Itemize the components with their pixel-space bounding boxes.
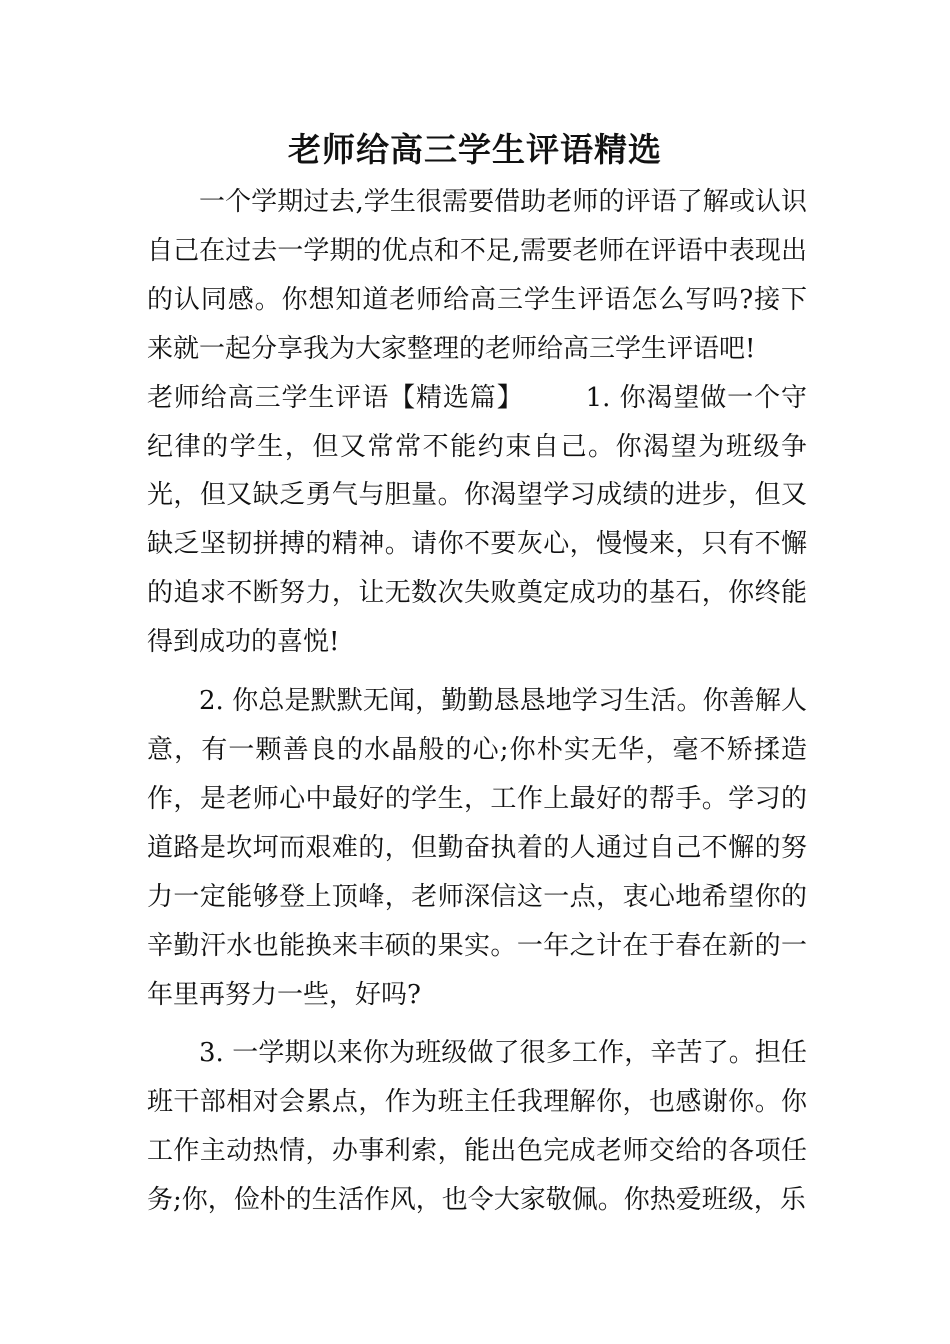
comment-item-2: 2. 你总是默默无闻，勤勤恳恳地学习生活。你善解人意，有一颗善良的水晶般的心;你朴实无华，毫不矫揉造作，是老师心中最好的学生，工作上最好的帮手。学习的道路是坎坷而艰难的，但勤奋执着的人通过自己不懈的努力一定能够登上顶峰，老师深信这一点，衷心地希望你的辛勤汗水也能换来丰硕的果实。一年之计在于春在新的一年里再努力一些，好吗? <box>147 686 807 1010</box>
document-body <box>147 178 807 1225</box>
section-heading: 老师给高三学生评语【精选篇】 <box>147 382 524 413</box>
section-paragraph <box>147 374 807 667</box>
intro-paragraph: 一个学期过去,学生很需要借助老师的评语了解或认识自己在过去一学期的优点和不足,需要老师在评语中表现出的认同感。你想知道老师给高三学生评语怎么写吗?接下来就一起分享我为大家整理的老师给高三学生评语吧! <box>147 187 807 364</box>
comment-item-1: 1. 你渴望做一个守纪律的学生，但又常常不能约束自己。你渴望为班级争光，但又缺乏勇气与胆量。你渴望学习成绩的进步，但又缺乏坚韧拼搏的精神。请你不要灰心，慢慢来，只有不懈的追求不断努力，让无数次失败奠定成功的基石，你终能得到成功的喜悦! <box>147 382 807 658</box>
page-title: 老师给高三学生评语精选 <box>288 130 662 169</box>
comment-item-3: 3. 一学期以来你为班级做了很多工作，辛苦了。担任班干部相对会累点，作为班主任我理解你，也感谢你。你工作主动热情，办事利索，能出色完成老师交给的各项任务;你，俭朴的生活作风，也令大家敬佩。你热爱班级，乐 <box>147 1038 807 1216</box>
